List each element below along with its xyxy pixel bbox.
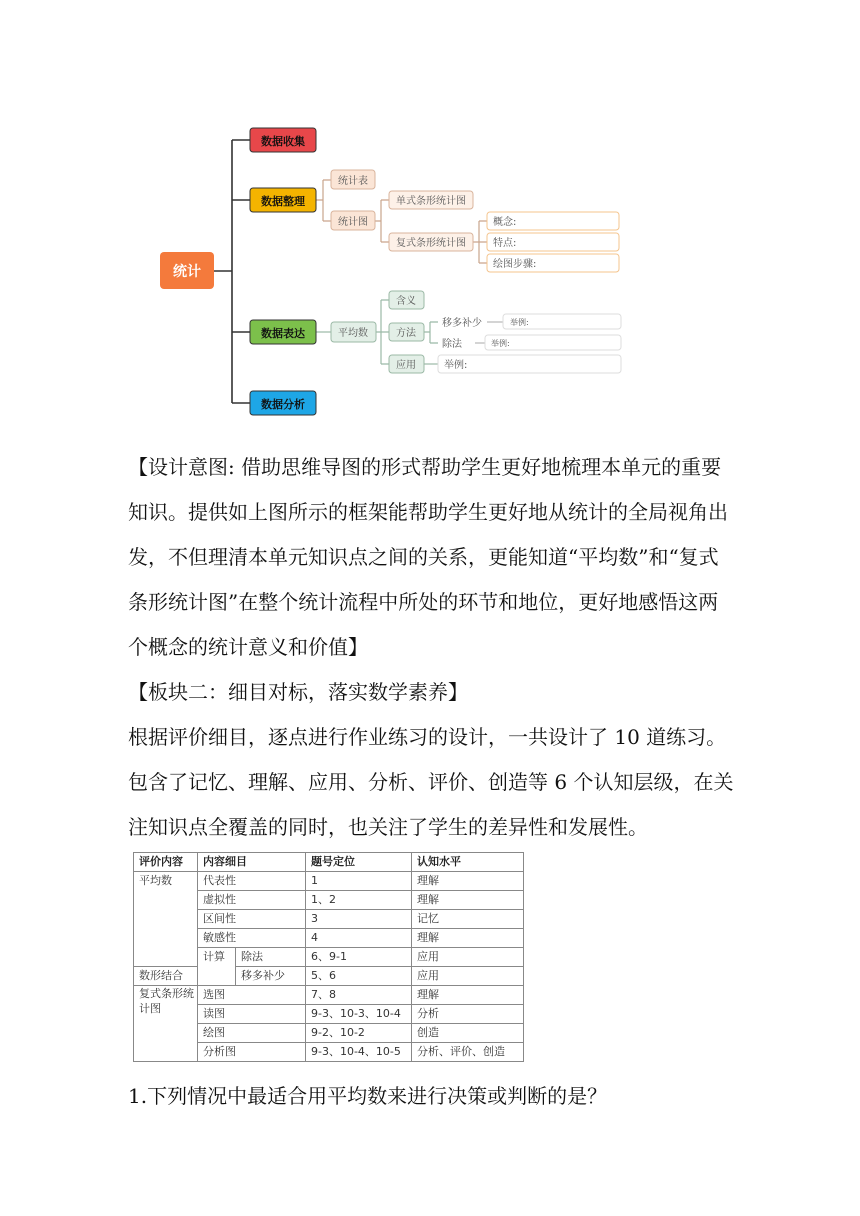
block-title-text: 【板块二：细目对标，落实数学素养】 bbox=[128, 680, 468, 704]
node-apply: 应用 bbox=[396, 360, 416, 371]
node-feature: 特点: bbox=[493, 238, 517, 249]
node-stat-table: 统计表 bbox=[338, 176, 368, 187]
branch-express bbox=[250, 320, 316, 344]
node-apply-example: 举例: bbox=[444, 360, 468, 371]
table-row: 绘图 9-2、10-2 创造 bbox=[134, 1024, 524, 1043]
table-row: 分析图 9-3、10-4、10-5 分析、评价、创造 bbox=[134, 1043, 524, 1062]
header-cell: 内容细目 bbox=[198, 853, 306, 872]
intro-paragraph bbox=[128, 715, 738, 850]
table-row: 数形结合 移多补少 5、6 应用 bbox=[134, 967, 524, 986]
node-single-bar: 单式条形统计图 bbox=[396, 196, 466, 207]
header-cell: 题号定位 bbox=[306, 853, 412, 872]
table-row: 区间性 3 记忆 bbox=[134, 910, 524, 929]
node-concept: 概念: bbox=[493, 217, 517, 228]
table-row: 虚拟性 1、2 理解 bbox=[134, 891, 524, 910]
node-stat-chart: 统计图 bbox=[338, 217, 368, 228]
table-row: 读图 9-3、10-3、10-4 分析 bbox=[134, 1005, 524, 1024]
table-row: 敏感性 4 理解 bbox=[134, 929, 524, 948]
header-cell: 认知水平 bbox=[412, 853, 524, 872]
calc-cell: 计算 bbox=[198, 948, 236, 986]
branch-analyze-label: 数据分析 bbox=[261, 398, 305, 411]
table-row: 平均数 代表性 1 理解 bbox=[134, 872, 524, 891]
node-move: 移多补少 bbox=[442, 318, 482, 329]
table-row: 计算 除法 6、9-1 应用 bbox=[134, 948, 524, 967]
root-node bbox=[160, 252, 214, 289]
block-title bbox=[128, 670, 738, 715]
node-average: 平均数 bbox=[338, 328, 368, 339]
question-1: 1.下列情况中最适合用平均数来进行决策或判断的是？ bbox=[128, 1084, 608, 1108]
table-row: 复式条形统计图 选图 7、8 理解 bbox=[134, 986, 524, 1005]
branch-organize bbox=[250, 188, 316, 212]
category-cell: 数形结合 bbox=[134, 967, 198, 986]
root-label: 统计 bbox=[173, 264, 201, 280]
node-divide-example: 举例: bbox=[491, 339, 510, 348]
branch-organize-label: 数据整理 bbox=[261, 195, 305, 208]
category-cell: 平均数 bbox=[134, 872, 198, 967]
intro-text: 根据评价细目，逐点进行作业练习的设计，一共设计了 10 道练习。包含了记忆、理解、应用、分析、评价、创造等 6 个认知层级，在关注知识点全覆盖的同时，也关注了学生的差异性和发展性。 bbox=[128, 725, 734, 839]
mind-map bbox=[0, 0, 860, 430]
node-move-example: 举例: bbox=[510, 318, 529, 327]
design-intent-text: 【设计意图: 借助思维导图的形式帮助学生更好地梳理本单元的重要知识。提供如上图所示的框架能帮助学生更好地从统计的全局视角出发，不但理清本单元知识点之间的关系，更能知道“平均数”和“复式条形统计图”在整个统计流程中所处的环节和地位，更好地感悟这两个概念的统计意义和价值】 bbox=[128, 455, 728, 659]
node-meaning: 含义 bbox=[396, 296, 416, 307]
node-method: 方法 bbox=[396, 328, 416, 339]
node-steps: 绘图步骤: bbox=[493, 259, 537, 270]
evaluation-table bbox=[133, 852, 524, 1062]
branch-analyze bbox=[250, 391, 316, 415]
header-cell: 评价内容 bbox=[134, 853, 198, 872]
branch-collect bbox=[250, 128, 316, 152]
design-intent-paragraph bbox=[128, 445, 738, 670]
node-divide: 除法 bbox=[442, 339, 462, 350]
branch-collect-label: 数据收集 bbox=[261, 135, 305, 148]
branch-express-label: 数据表达 bbox=[261, 327, 305, 340]
node-compound-bar: 复式条形统计图 bbox=[396, 238, 466, 249]
table-header-row bbox=[134, 853, 524, 872]
category-cell: 复式条形统计图 bbox=[134, 986, 198, 1062]
